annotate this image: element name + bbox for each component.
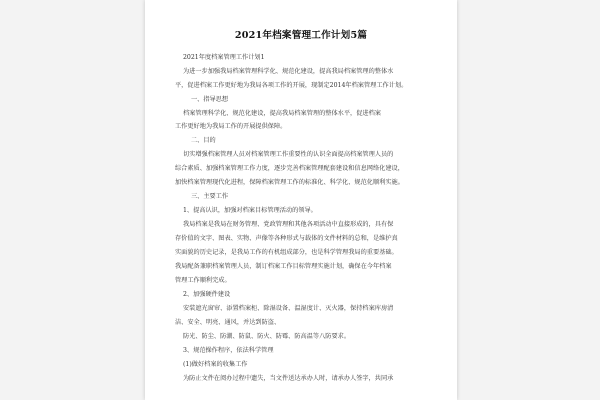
body-line: 为防止文件在阅办过程中遗失，当文件送达承办人时，请承办人签字，共同承 bbox=[183, 375, 394, 382]
plan-heading: 2021年度档案管理工作计划1 bbox=[183, 54, 265, 61]
body-line: 我局档案是我局在财务管理、党政管理和其他各项活动中直接形成的，具有保 bbox=[183, 221, 394, 228]
subsection-heading: 2、加强硬件建设 bbox=[183, 291, 231, 298]
body-line: 管理工作顺利完成。 bbox=[175, 277, 231, 284]
section-heading: 三、主要工作 bbox=[191, 193, 229, 200]
body-line: 为进一步加强我局档案管理科学化、规范化建设，提高我局档案管理的整体水 bbox=[183, 68, 394, 75]
body-line: 切实增强档案管理人员对档案管理工作重要性的认识全面提高档案管理人员的 bbox=[183, 151, 394, 158]
subsection-heading: 1、提高认识，加强对档案目标管理活动的领导。 bbox=[183, 207, 317, 214]
section-heading: 二、目的 bbox=[191, 137, 216, 144]
body-line: 安装遮光窗帘、添置档案柜、除湿设备、温湿度计、灭火器，保持档案库房清 bbox=[183, 305, 394, 312]
body-line: 加快档案管理现代化进程，保障档案管理工作的标准化、科学化、规范化顺利实施。 bbox=[175, 179, 404, 186]
document-title: 2021年档案管理工作计划5篇 bbox=[234, 30, 368, 41]
section-heading: 一、指导思想 bbox=[191, 96, 229, 103]
body-line: 综合素质、加强档案管理工作力度，逐步完善档案管理配套建设和信息网络化建设， bbox=[175, 165, 404, 172]
subsection-heading: (1)做好档案的收集工作 bbox=[183, 361, 248, 368]
body-line: 洁、安全、明亮、通风，并达到防盗、 bbox=[175, 319, 281, 326]
body-line: 防光、防尘、防潮、防鼠、防火、防霉、防高温等八防要求。 bbox=[183, 333, 351, 340]
subsection-heading: 3、规范操作程序，依法科学管理 bbox=[183, 347, 274, 354]
body-line: 存价值的文字、图表、实物、声像等各种形式与载体的文件材料的总和，是维护真 bbox=[175, 235, 398, 242]
document-page bbox=[145, 0, 457, 400]
body-line: 平，促进档案工作更好地为我局各项工作的开展，现制定2014年档案管理工作计划。 bbox=[175, 82, 408, 89]
body-line: 工作更好地为我局工作的开展提供保障。 bbox=[175, 123, 287, 130]
body-line: 我局配备兼职档案管理人员，制订档案工作目标管理实施计划，确保在今年档案 bbox=[175, 263, 392, 270]
body-line: 档案管理科学化、规范化建设，提高我局档案管理的整体水平，促进档案 bbox=[183, 110, 381, 117]
body-line: 实面貌的历史记录，是我局工作的有机组成部分，也是科学管理我局的重要基础。 bbox=[175, 249, 398, 256]
